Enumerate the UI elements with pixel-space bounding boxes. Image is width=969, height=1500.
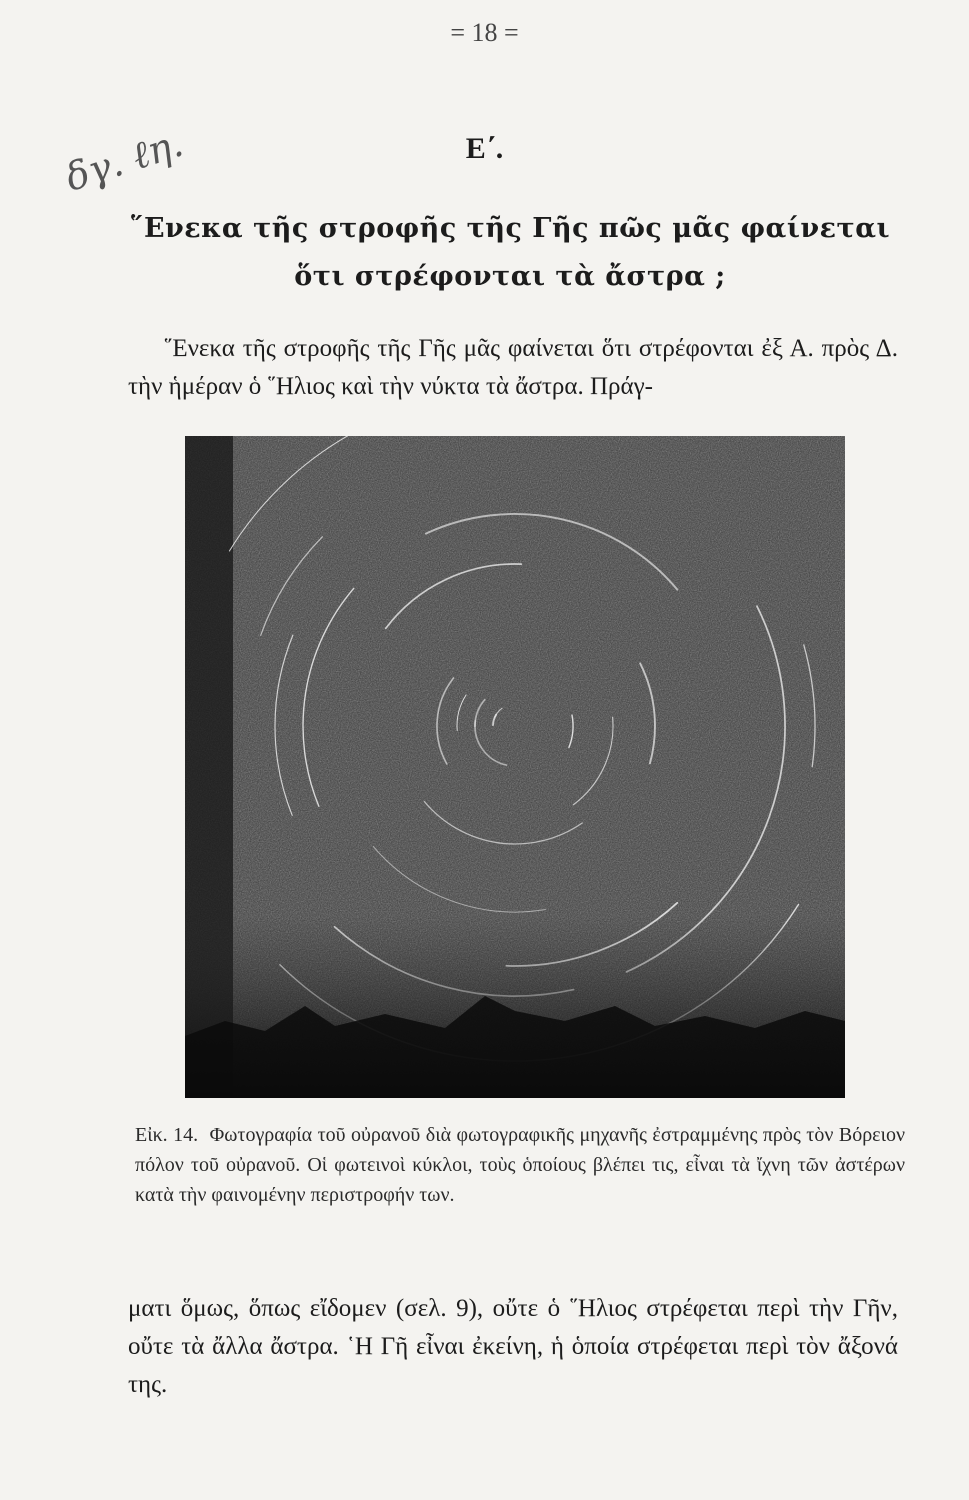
paragraph-intro: ῞Ενεκα τῆς στροφῆς τῆς Γῆς μᾶς φαίνεται ὅτι στρέφονται ἐξ Α. πρὸς Δ. τὴν ἡμέραν ὁ ῞Ηλιος καὶ τὴν νύκτα τὰ ἄστρα. Πράγ- bbox=[128, 335, 898, 400]
handwritten-margin-note: δγ. ℓη. bbox=[60, 120, 189, 200]
page-number: = 18 = bbox=[450, 18, 519, 47]
figure-caption bbox=[135, 1120, 905, 1210]
section-letter: Ε΄. bbox=[465, 132, 504, 165]
caption-label: Εἰκ. 14. bbox=[135, 1124, 199, 1146]
chapter-title: ῞Ενεκα τῆς στροφῆς τῆς Γῆς πῶς μᾶς φαίνεται ὅτι στρέφονται τὰ ἄστρα ; bbox=[129, 213, 891, 292]
caption-text: Φωτογραφία τοῦ οὐρανοῦ διὰ φωτογραφικῆς μηχανῆς ἐστραμμένης πρὸς τὸν Βόρειον πόλον τοῦ οὐρανοῦ. Οἱ φωτεινοὶ κύκλοι, τοὺς ὁποίους βλέπει τις, εἶναι τὰ ἴχνη τῶν ἀστέρων κατὰ τὴν φαινομένην περιστροφήν των. bbox=[135, 1124, 905, 1206]
paragraph-continuation: ματι ὅμως, ὅπως εἴδομεν (σελ. 9), οὔτε ὁ ῞Ηλιος στρέφεται περὶ τὴν Γῆν, οὔτε τὰ ἄλλα ἄστρα. ῾Η Γῆ εἶναι ἐκείνη, ἡ ὁποία στρέφεται περὶ τὸν ἄξονά της. bbox=[128, 1295, 898, 1398]
star-trail-photograph bbox=[185, 436, 845, 1098]
star-trail-photo-svg bbox=[185, 436, 845, 1098]
